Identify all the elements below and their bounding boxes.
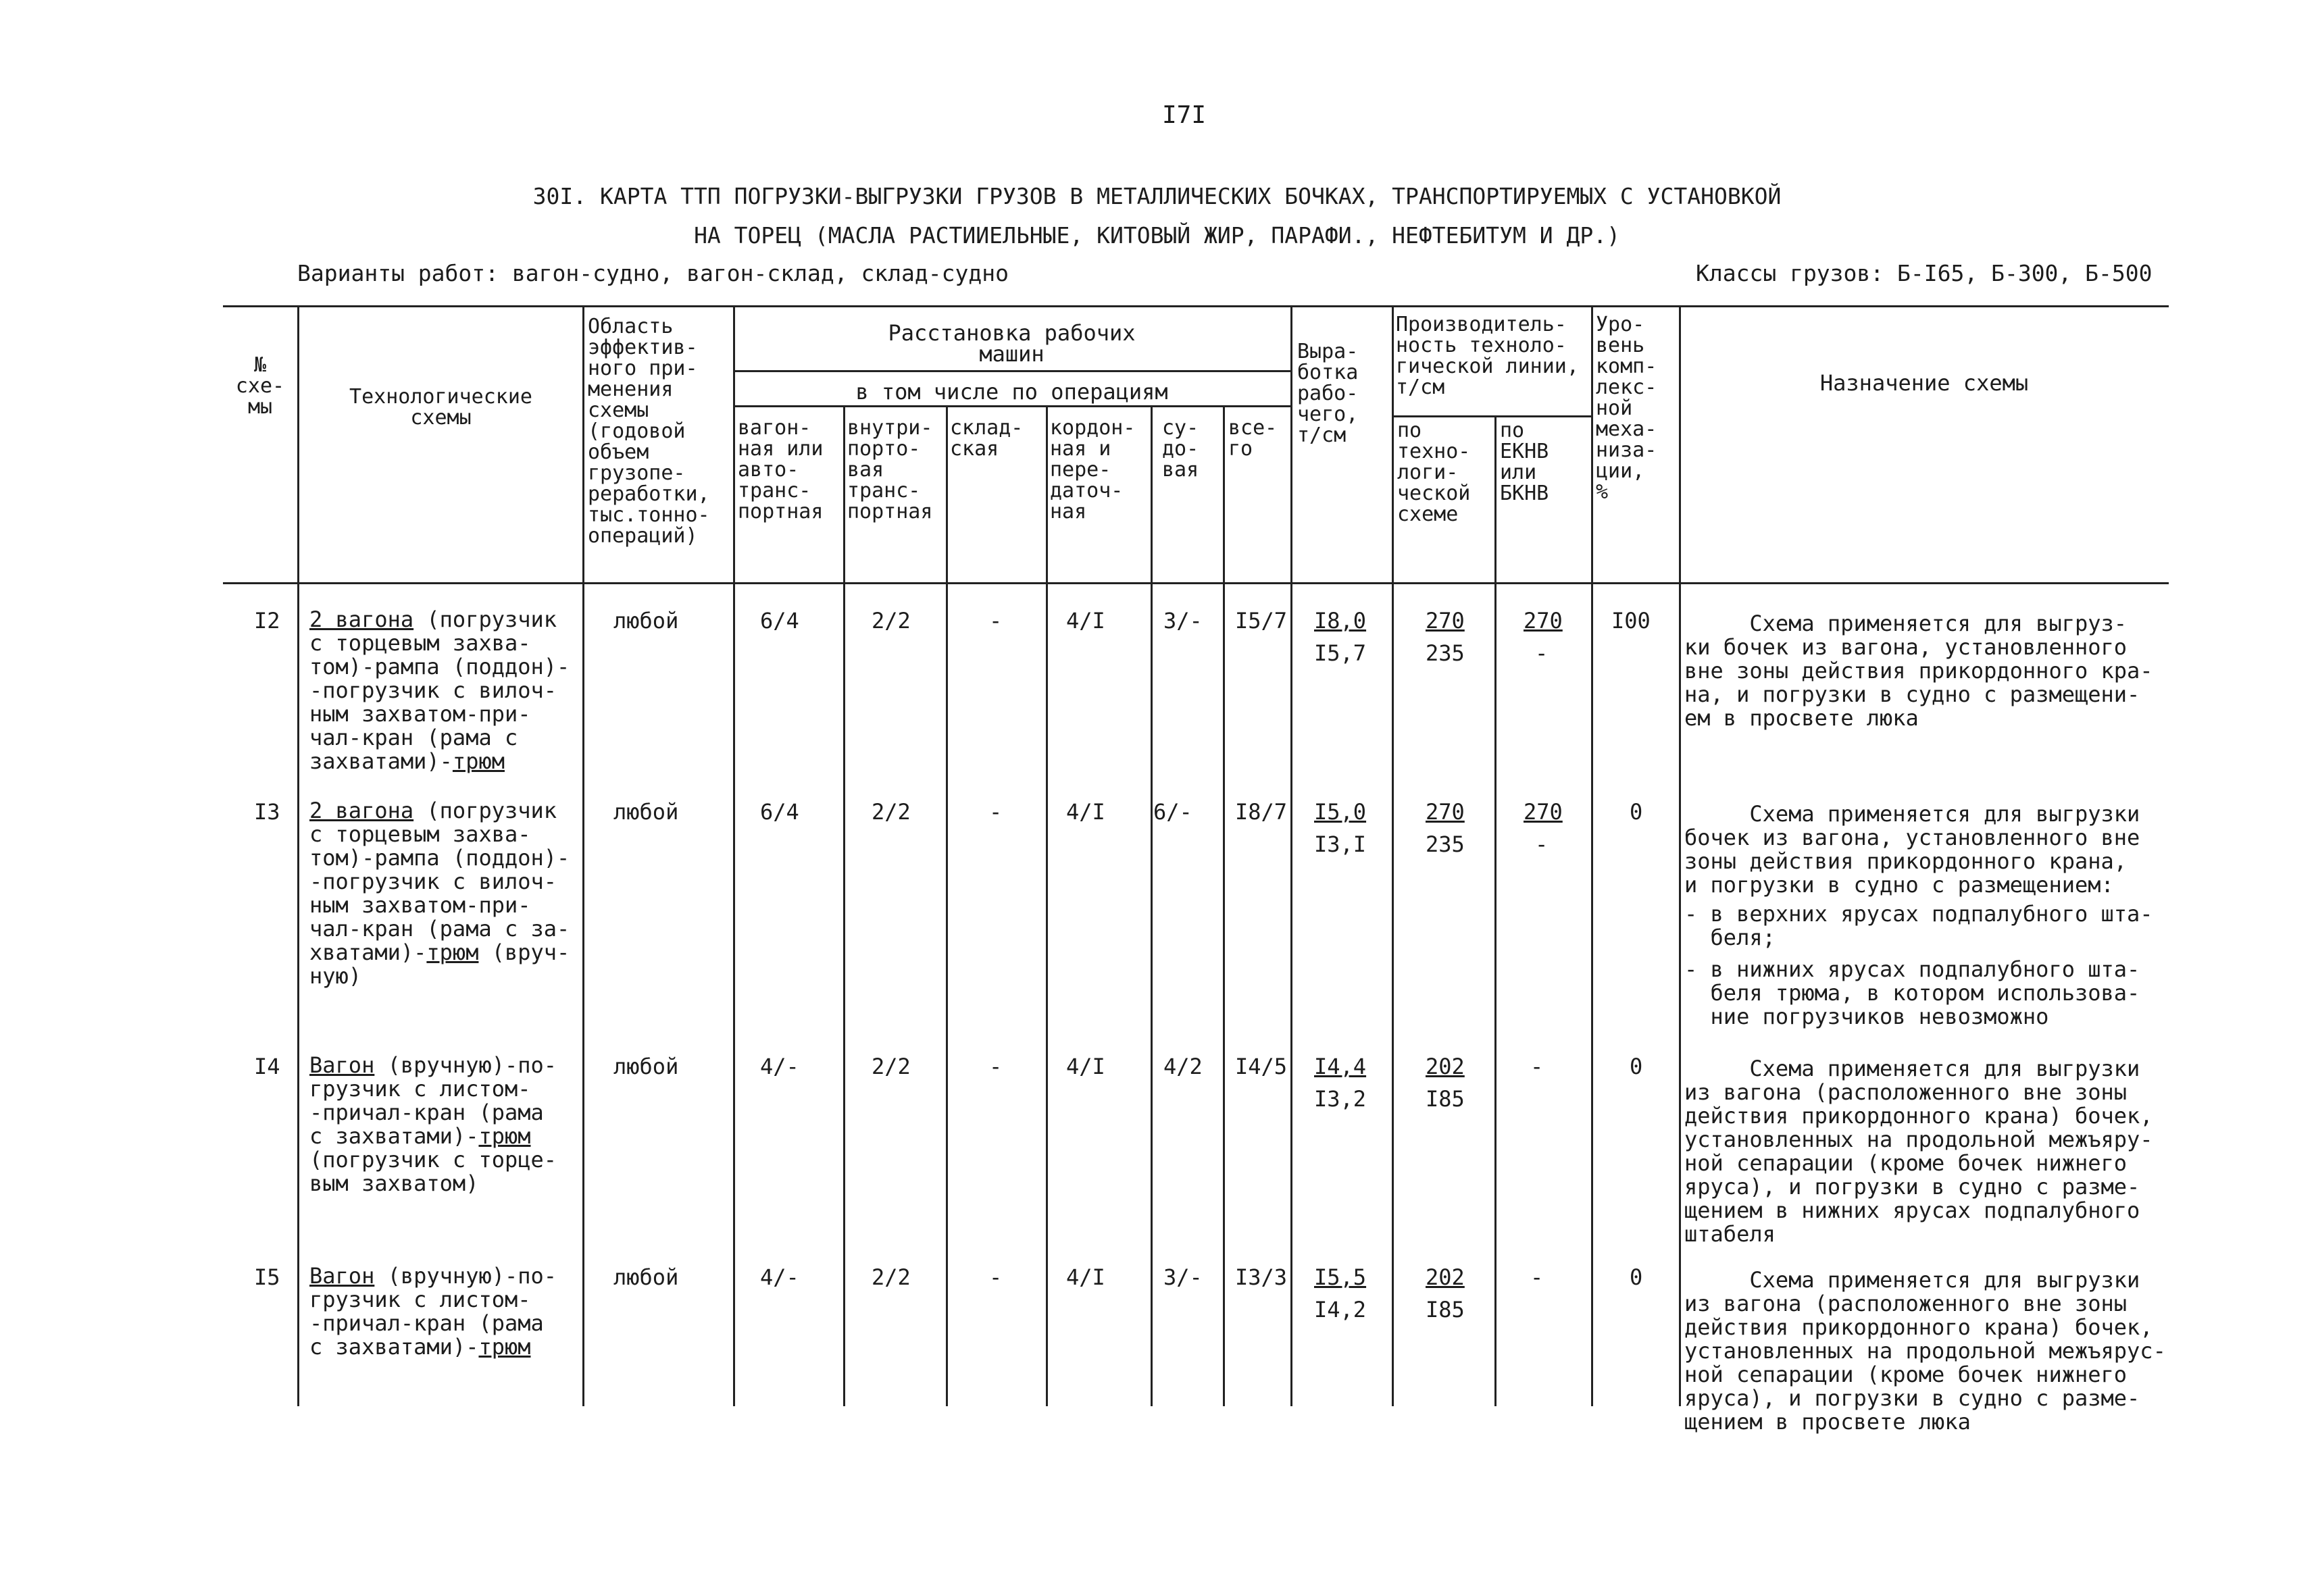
row-tech-scheme [309,1054,557,1195]
row-tech-scheme [309,799,570,988]
row-warehouse-ops: - [989,608,1003,634]
row-prod-eknv-top: - [1530,1054,1544,1079]
header-scheme-number: № схе- мы [235,353,285,419]
scheme-text: (вручную)-по- грузчик с листом- -причал-кран (рама с захватами)- [309,1052,557,1149]
row-mechanization: I00 [1611,608,1651,634]
row-cordon-ops: 4/I [1066,799,1105,825]
scheme-text: (погрузчик с торцевым захва- том)-рампа (поддон)- -погрузчик с вилоч- ным захватом-при- чал-кран (рама с захватами)- [309,607,570,774]
header-warehouse: склад- ская [950,416,1024,461]
header-application-area: Область эффектив- ного при- менения схемы (годовой объем грузопе- реработки, тыс.тонно- операций) [588,315,710,548]
col-rule-4 [843,405,845,1406]
row-purpose: Схема применяется для выгрузки бочек из вагона, установленного вне зоны действия прикордонного крана, и погрузки в судно с размещением: [1684,801,2140,898]
scheme-text: (вручную)-по- грузчик с листом- -причал-кран (рама с захватами)- [309,1263,557,1360]
header-wagon-transport: вагон- ная или авто- транс- портная [738,416,824,523]
row-purpose: Схема применяется для выгрузки из вагона (расположенного вне зоны действия прикордонного крана) бочек, установленных на продольной межъяру- ной сепарации (кроме бочек нижнего яруса), и погрузки в судно с разме- щением в нижних ярусах подпалубного штабеля [1684,1056,2153,1247]
table-top-rule [223,305,2169,307]
row-wagon-ops: 6/4 [760,799,799,825]
scheme-text: (погрузчик с торцевым захва- том)-рампа (поддон)- -погрузчик с вилоч- ным захватом-при- чал-кран (рама с за- хватами)- [309,798,570,965]
row-output-bottom: I4,2 [1314,1297,1367,1322]
col-rule-1 [297,305,299,1406]
row-warehouse-ops: - [989,799,1003,825]
row-prod-eknv-bottom: - [1535,640,1549,666]
row-tech-scheme [309,1264,557,1359]
col-rule-11 [1494,415,1496,1406]
row-application-area: любой [613,1264,679,1290]
by-ops-rule [733,405,1290,407]
row-ship-ops: 3/- [1163,1264,1203,1290]
row-purpose-item: - в нижних ярусах подпалубного шта- беля трюма, в котором использова- ние погрузчиков невозможно [1684,956,2140,1029]
row-cordon-ops: 4/I [1066,1054,1105,1079]
cargo-classes: Классы грузов: Б-I65, Б-300, Б-500 [1696,260,2153,286]
row-wagon-ops: 6/4 [760,608,799,634]
title-line-2: НА ТОРЕЦ (МАСЛА РАСТИИЕЛЬНЫЕ, КИТОВЫЙ ЖИР, ПАРАФИ., НЕФТЕБИТУМ И ДР.) [694,222,1620,249]
col-rule-12 [1591,305,1593,1406]
title-line-1: 30I. КАРТА ТТП ПОГРУЗКИ-ВЫГРУЗКИ ГРУЗОВ В МЕТАЛЛИЧЕСКИХ БОЧКАХ, ТРАНСПОРТИРУЕМЫХ С УСТАНОВКОЙ [532,183,1782,209]
header-total: все- го [1228,416,1278,461]
scheme-end: трюм [452,748,505,774]
scheme-tail: (вруч- ную) [309,939,570,989]
scheme-tail: (погрузчик с торце- вым захватом) [309,1147,557,1196]
header-bottom-rule [223,582,2169,584]
row-wagon-ops: 4/- [760,1054,799,1079]
row-application-area: любой [613,1054,679,1079]
row-scheme-number: I2 [254,608,280,634]
row-scheme-number: I3 [254,799,280,825]
col-rule-13 [1679,305,1681,1406]
scheme-start: 2 вагона [309,798,414,823]
row-total-workers: I4/5 [1235,1054,1288,1079]
header-mechanization-level: Уро- вень комп- лекс- ной меха- низа- ции, % [1596,313,1657,504]
scheme-end: трюм [426,939,479,965]
row-purpose: Схема применяется для выгрузки из вагона (расположенного вне зоны действия прикордонного крана) бочек, установленных на продольной межъярус- ной сепарации (кроме бочек нижнего яруса), и погрузки в судно с разме- щением в просвете люка [1684,1267,2166,1435]
row-prod-eknv-bottom: - [1535,831,1549,857]
col-rule-2 [582,305,584,1406]
row-cordon-ops: 4/I [1066,608,1105,634]
row-cordon-ops: 4/I [1066,1264,1105,1290]
row-output-top: I5,5 [1314,1264,1367,1290]
row-output-bottom: I3,2 [1314,1086,1367,1112]
document-title [0,177,2314,255]
row-prod-tech-top: 270 [1426,608,1465,634]
col-rule-8 [1223,405,1225,1406]
header-by-eknv: по ЕКНВ или БКНВ [1500,419,1549,505]
header-by-operations: в том числе по операциям [855,379,1168,405]
header-line-productivity: Производитель- ность техноло- гической линии, т/см [1396,313,1579,399]
row-internal-ops: 2/2 [872,608,911,634]
row-application-area: любой [613,608,679,634]
row-internal-ops: 2/2 [872,799,911,825]
col-rule-10 [1392,305,1394,1406]
row-output-top: I8,0 [1314,608,1367,634]
col-rule-9 [1290,305,1292,1406]
header-internal-transport: внутри- порто- вая транс- портная [847,416,933,523]
col-rule-3 [733,305,735,1406]
col-rule-7 [1151,405,1153,1406]
row-wagon-ops: 4/- [760,1264,799,1290]
row-ship-ops: 6/- [1153,799,1192,825]
row-prod-tech-bottom: 235 [1426,831,1465,857]
header-by-tech-scheme: по техно- логи- ческой схеме [1397,419,1471,526]
row-tech-scheme [309,608,570,773]
row-output-bottom: I3,I [1314,831,1367,857]
page-number: I7I [1162,101,1207,129]
scheme-end: трюм [478,1123,531,1149]
row-output-top: I5,0 [1314,799,1367,825]
scheme-start: Вагон [309,1263,375,1289]
row-ship-ops: 3/- [1163,608,1203,634]
row-output-top: I4,4 [1314,1054,1367,1079]
scheme-start: Вагон [309,1052,375,1078]
row-prod-tech-top: 270 [1426,799,1465,825]
row-output-bottom: I5,7 [1314,640,1367,666]
header-machine-placement: Расстановка рабочих машин [888,320,1136,367]
row-prod-eknv-top: 270 [1524,799,1563,825]
row-total-workers: I5/7 [1235,608,1288,634]
row-prod-tech-bottom: I85 [1426,1297,1465,1322]
placement-rule [733,370,1290,372]
row-prod-tech-top: 202 [1426,1264,1465,1290]
scheme-end: трюм [478,1334,531,1360]
row-scheme-number: I4 [254,1054,280,1079]
row-prod-eknv-top: 270 [1524,608,1563,634]
row-purpose-item: - в верхних ярусах подпалубного шта- беля; [1684,901,2153,950]
row-total-workers: I3/3 [1235,1264,1288,1290]
row-total-workers: I8/7 [1235,799,1288,825]
row-warehouse-ops: - [989,1264,1003,1290]
row-ship-ops: 4/2 [1163,1054,1203,1079]
row-prod-tech-bottom: 235 [1426,640,1465,666]
row-internal-ops: 2/2 [872,1054,911,1079]
row-mechanization: 0 [1630,1054,1643,1079]
row-prod-tech-bottom: I85 [1426,1086,1465,1112]
header-tech-schemes: Технологические схемы [349,385,532,430]
header-ship: су- до- вая [1162,416,1199,482]
row-purpose: Схема применяется для выгруз- ки бочек из вагона, установленного вне зоны действия прикордонного кра- на, и погрузки в судно с размещени- ем в просвете люка [1684,611,2153,731]
header-cordon: кордон- ная и пере- даточ- ная [1050,416,1136,523]
scheme-start: 2 вагона [309,607,414,632]
row-mechanization: 0 [1630,799,1643,825]
row-prod-tech-top: 202 [1426,1054,1465,1079]
row-internal-ops: 2/2 [872,1264,911,1290]
header-scheme-purpose: Назначение схемы [1819,370,2029,396]
row-prod-eknv-top: - [1530,1264,1544,1290]
header-worker-output: Выра- ботка рабо- чего, т/см [1297,340,1359,447]
row-warehouse-ops: - [989,1054,1003,1079]
work-variants: Варианты работ: вагон-судно, вагон-склад, склад-судно [297,260,1009,286]
row-mechanization: 0 [1630,1264,1643,1290]
productivity-rule [1392,415,1591,417]
row-scheme-number: I5 [254,1264,280,1290]
col-rule-5 [946,405,948,1406]
row-application-area: любой [613,799,679,825]
col-rule-6 [1046,405,1048,1406]
